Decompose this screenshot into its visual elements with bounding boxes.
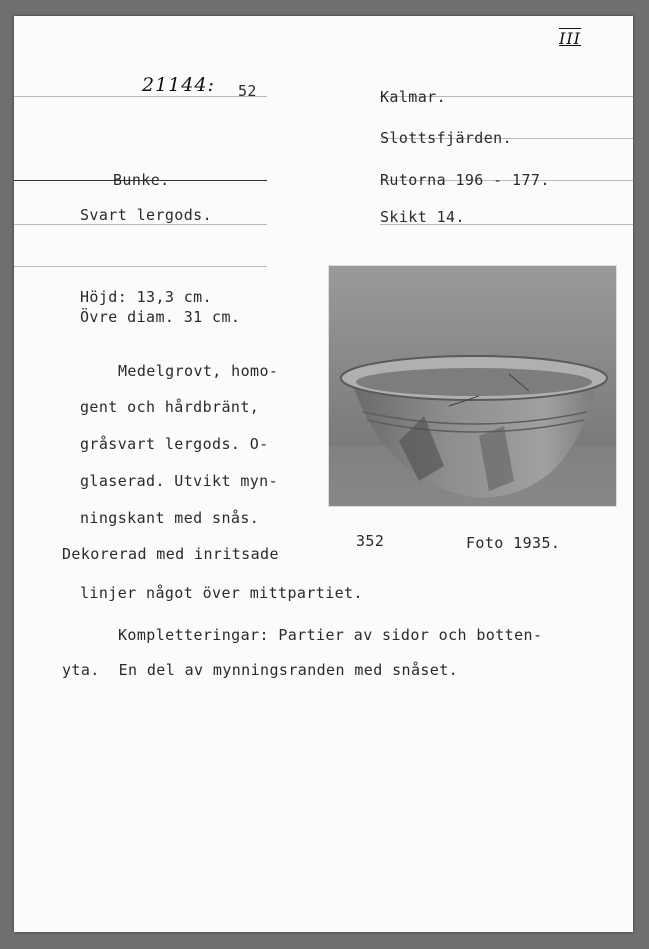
catalog-suffix: 52 (238, 82, 257, 100)
description-line: linjer något över mittpartiet. (80, 584, 363, 602)
completion-line: yta. En del av mynningsranden med snåset. (62, 661, 459, 679)
rule-line (14, 266, 267, 267)
pottery-photo (328, 265, 617, 507)
description-line: glaserad. Utvikt myn- (80, 472, 279, 490)
rule-line (14, 96, 267, 97)
photo-year: Foto 1935. (466, 534, 561, 552)
rule-line (14, 224, 267, 225)
layer: Skikt 14. (380, 208, 465, 226)
province: Kalmar. (380, 88, 447, 106)
catalog-number-handwritten: 21144: (142, 74, 215, 96)
site: Slottsfjärden. (380, 129, 513, 147)
corner-mark: III (559, 29, 581, 48)
height: Höjd: 13,3 cm. (80, 288, 213, 306)
squares: Rutorna 196 - 177. (380, 171, 550, 189)
material: Svart lergods. (80, 206, 213, 224)
description-line: Dekorerad med inritsade (62, 545, 279, 563)
description-line: ningskant med snås. (80, 509, 260, 527)
photo-number: 352 (356, 532, 385, 550)
diameter: Övre diam. 31 cm. (80, 308, 241, 326)
description-line: gråsvart lergods. O- (80, 435, 269, 453)
bowl-photo-image (329, 266, 616, 506)
object-type: Bunke. (113, 171, 170, 189)
description-line: gent och hårdbränt, (80, 398, 260, 416)
description-line: Medelgrovt, homo- (118, 362, 279, 380)
catalog-card (14, 16, 633, 932)
completion-line: Kompletteringar: Partier av sidor och botten- (118, 626, 543, 644)
